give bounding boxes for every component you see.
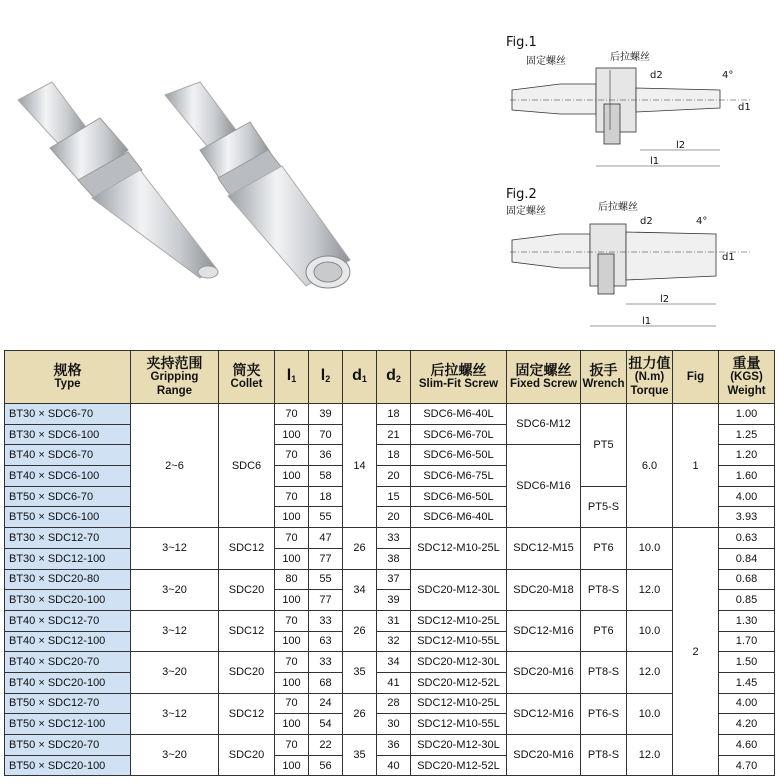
cell-type: BT50 × SDC20-70	[5, 735, 131, 756]
cell-d2: 20	[377, 507, 411, 528]
cell-d2: 28	[377, 693, 411, 714]
cell-torque: 6.0	[627, 404, 673, 528]
cell-l2: 36	[309, 445, 343, 466]
cell-collet: SDC20	[219, 652, 275, 693]
cell-d2: 15	[377, 486, 411, 507]
table-row	[5, 404, 775, 425]
cell-type: BT50 × SDC6-100	[5, 507, 131, 528]
cell-screw: SDC6-M6-50L	[411, 486, 507, 507]
cell-wrench: PT6	[581, 610, 627, 651]
cell-wrench: PT8-S	[581, 569, 627, 610]
cell-l2: 33	[309, 610, 343, 631]
cell-d2: 39	[377, 590, 411, 611]
cell-l2: 24	[309, 693, 343, 714]
cell-wrench: PT6-S	[581, 693, 627, 734]
fig1-l1: l1	[650, 156, 660, 167]
header-wrench: 扳手 Wrench	[581, 351, 627, 404]
cell-l1: 100	[275, 672, 309, 693]
cell-d2: 30	[377, 714, 411, 735]
fig2-l1: l1	[642, 316, 652, 327]
cell-fixed-screw: SDC12-M15	[507, 528, 581, 569]
cell-collet: SDC12	[219, 528, 275, 569]
cell-d2: 33	[377, 528, 411, 549]
cell-fixed-screw: SDC12-M16	[507, 693, 581, 734]
cell-torque: 12.0	[627, 735, 673, 776]
cell-wrench: PT6	[581, 528, 627, 569]
cell-type: BT40 × SDC6-70	[5, 445, 131, 466]
cell-weight: 1.70	[719, 631, 775, 652]
cell-torque: 10.0	[627, 610, 673, 651]
fig1-d1: d1	[738, 102, 751, 113]
cell-fixed-screw: SDC20-M16	[507, 735, 581, 776]
technical-drawings	[500, 28, 770, 338]
cell-d1: 26	[343, 610, 377, 651]
cell-screw: SDC12-M10-25L	[411, 693, 507, 714]
table-row	[5, 610, 775, 631]
cell-d2: 31	[377, 610, 411, 631]
cell-l1: 100	[275, 466, 309, 487]
cell-type: BT30 × SDC12-100	[5, 548, 131, 569]
cell-l1: 100	[275, 424, 309, 445]
cell-screw: SDC20-M12-52L	[411, 755, 507, 776]
cell-type: BT50 × SDC6-70	[5, 486, 131, 507]
cell-wrench: PT8-S	[581, 735, 627, 776]
fig1-label-fixed-screw: 固定螺丝	[526, 56, 566, 67]
header-type: 规格 Type	[5, 351, 131, 404]
cell-weight: 4.20	[719, 714, 775, 735]
product-photo	[0, 60, 380, 310]
cell-fixed-screw: SDC6-M16	[507, 445, 581, 528]
cell-weight: 1.60	[719, 466, 775, 487]
cell-l1: 70	[275, 693, 309, 714]
cell-type: BT40 × SDC12-70	[5, 610, 131, 631]
cell-range: 2~6	[131, 404, 219, 528]
cell-type: BT50 × SDC12-100	[5, 714, 131, 735]
cell-l1: 80	[275, 569, 309, 590]
cell-range: 3~20	[131, 569, 219, 610]
fig2-d2: d2	[640, 216, 653, 227]
cell-weight: 1.25	[719, 424, 775, 445]
cell-type: BT40 × SDC6-100	[5, 466, 131, 487]
header-collet: 筒夹 Collet	[219, 351, 275, 404]
cell-weight: 0.85	[719, 590, 775, 611]
cell-weight: 4.00	[719, 693, 775, 714]
cell-l2: 55	[309, 507, 343, 528]
cell-screw: SDC12-M10-25L	[411, 610, 507, 631]
cell-screw: SDC20-M12-52L	[411, 672, 507, 693]
cell-type: BT30 × SDC6-70	[5, 404, 131, 425]
cell-d1: 35	[343, 735, 377, 776]
cell-torque: 10.0	[627, 693, 673, 734]
cell-torque: 12.0	[627, 652, 673, 693]
table-header-row	[5, 351, 775, 404]
cell-wrench: PT5-S	[581, 486, 627, 527]
cell-weight: 1.50	[719, 652, 775, 673]
fig2-angle: 4°	[696, 216, 708, 227]
cell-screw: SDC6-M6-50L	[411, 445, 507, 466]
fig2-title: Fig.2	[506, 187, 537, 202]
fig1-l2: l2	[676, 140, 686, 151]
cell-fixed-screw: SDC20-M18	[507, 569, 581, 610]
fig2-d1: d1	[722, 252, 735, 263]
fig1-angle: 4°	[722, 70, 734, 81]
cell-l1: 100	[275, 631, 309, 652]
cell-l2: 22	[309, 735, 343, 756]
cell-d2: 41	[377, 672, 411, 693]
cell-l2: 70	[309, 424, 343, 445]
cell-collet: SDC12	[219, 610, 275, 651]
cell-l2: 77	[309, 548, 343, 569]
cell-l1: 100	[275, 548, 309, 569]
cell-l1: 70	[275, 528, 309, 549]
header-range: 夹持范围 Gripping Range	[131, 351, 219, 404]
cell-d2: 18	[377, 445, 411, 466]
cell-l2: 58	[309, 466, 343, 487]
cell-l2: 55	[309, 569, 343, 590]
cell-l1: 100	[275, 755, 309, 776]
cell-range: 3~20	[131, 652, 219, 693]
fig1-d2: d2	[650, 70, 663, 81]
cell-screw: SDC12-M10-25L	[411, 528, 507, 569]
cell-type: BT30 × SDC20-80	[5, 569, 131, 590]
cell-l2: 77	[309, 590, 343, 611]
cell-l2: 39	[309, 404, 343, 425]
fig2-label-rear-screw: 后拉螺丝	[598, 202, 638, 213]
cell-l1: 70	[275, 486, 309, 507]
cell-weight: 3.93	[719, 507, 775, 528]
fig1-label-rear-screw: 后拉螺丝	[610, 52, 650, 63]
cell-weight: 0.63	[719, 528, 775, 549]
cell-d2: 36	[377, 735, 411, 756]
cell-fig: 1	[673, 404, 719, 528]
cell-screw: SDC6-M6-40L	[411, 507, 507, 528]
cell-weight: 0.68	[719, 569, 775, 590]
cell-l1: 70	[275, 610, 309, 631]
cell-range: 3~12	[131, 693, 219, 734]
table-row	[5, 569, 775, 590]
cell-type: BT40 × SDC20-70	[5, 652, 131, 673]
cell-collet: SDC6	[219, 404, 275, 528]
cell-d2: 38	[377, 548, 411, 569]
cell-d1: 26	[343, 528, 377, 569]
cell-l2: 18	[309, 486, 343, 507]
table-row	[5, 652, 775, 673]
cell-d1: 26	[343, 693, 377, 734]
cell-weight: 1.45	[719, 672, 775, 693]
table-row	[5, 528, 775, 549]
cell-d2: 20	[377, 466, 411, 487]
cell-screw: SDC12-M10-55L	[411, 631, 507, 652]
cell-l1: 70	[275, 652, 309, 673]
cell-screw: SDC6-M6-75L	[411, 466, 507, 487]
cell-l2: 63	[309, 631, 343, 652]
cell-type: BT30 × SDC6-100	[5, 424, 131, 445]
cell-type: BT30 × SDC12-70	[5, 528, 131, 549]
cell-d2: 37	[377, 569, 411, 590]
cell-d1: 14	[343, 404, 377, 528]
cell-weight: 4.00	[719, 486, 775, 507]
cell-d2: 34	[377, 652, 411, 673]
cell-l1: 100	[275, 590, 309, 611]
cell-l1: 70	[275, 404, 309, 425]
cell-fixed-screw: SDC12-M16	[507, 610, 581, 651]
cell-weight: 0.84	[719, 548, 775, 569]
figure-1	[506, 35, 751, 167]
header-l1: $l_1$	[275, 351, 309, 404]
cell-range: 3~20	[131, 735, 219, 776]
cell-fixed-screw: SDC20-M16	[507, 652, 581, 693]
cell-screw: SDC20-M12-30L	[411, 735, 507, 756]
cell-type: BT40 × SDC12-100	[5, 631, 131, 652]
cell-type: BT40 × SDC20-100	[5, 672, 131, 693]
cell-l1: 100	[275, 714, 309, 735]
cell-type: BT50 × SDC20-100	[5, 755, 131, 776]
cell-screw: SDC20-M12-30L	[411, 569, 507, 610]
cell-screw: SDC6-M6-40L	[411, 404, 507, 425]
cell-l2: 54	[309, 714, 343, 735]
table-row	[5, 693, 775, 714]
cell-screw: SDC6-M6-70L	[411, 424, 507, 445]
cell-wrench: PT5	[581, 404, 627, 487]
cell-range: 3~12	[131, 610, 219, 651]
cell-l1: 70	[275, 735, 309, 756]
cell-collet: SDC20	[219, 735, 275, 776]
cell-d2: 21	[377, 424, 411, 445]
cell-d1: 35	[343, 652, 377, 693]
header-fixed-screw: 固定螺丝 Fixed Screw	[507, 351, 581, 404]
cell-l2: 56	[309, 755, 343, 776]
cell-collet: SDC12	[219, 693, 275, 734]
cell-torque: 10.0	[627, 528, 673, 569]
cell-l1: 70	[275, 445, 309, 466]
cell-fig: 2	[673, 528, 719, 776]
cell-l2: 47	[309, 528, 343, 549]
fig2-l2: l2	[660, 294, 670, 305]
cell-d2: 40	[377, 755, 411, 776]
cell-range: 3~12	[131, 528, 219, 569]
cell-screw: SDC20-M12-30L	[411, 652, 507, 673]
header-screw: 后拉螺丝 Slim-Fit Screw	[411, 351, 507, 404]
cell-weight: 1.00	[719, 404, 775, 425]
header-torque: 扭力值 (N.m) Torque	[627, 351, 673, 404]
cell-d2: 32	[377, 631, 411, 652]
table-row	[5, 735, 775, 756]
cell-d1: 34	[343, 569, 377, 610]
cell-collet: SDC20	[219, 569, 275, 610]
cell-weight: 1.20	[719, 445, 775, 466]
cell-l2: 33	[309, 652, 343, 673]
cell-type: BT30 × SDC20-100	[5, 590, 131, 611]
cell-weight: 4.70	[719, 755, 775, 776]
spec-table	[4, 350, 775, 776]
cell-l2: 68	[309, 672, 343, 693]
cell-weight: 4.60	[719, 735, 775, 756]
header-d2: $d_2$	[377, 351, 411, 404]
cell-screw: SDC12-M10-55L	[411, 714, 507, 735]
header-l2: $l_2$	[309, 351, 343, 404]
cell-l1: 100	[275, 507, 309, 528]
cell-weight: 1.30	[719, 610, 775, 631]
cell-type: BT50 × SDC12-70	[5, 693, 131, 714]
fig2-label-fixed-screw: 固定螺丝	[506, 206, 546, 217]
cell-torque: 12.0	[627, 569, 673, 610]
cell-fixed-screw: SDC6-M12	[507, 404, 581, 445]
header-d1: $d_1$	[343, 351, 377, 404]
header-weight: 重量 (KGS) Weight	[719, 351, 775, 404]
cell-wrench: PT8-S	[581, 652, 627, 693]
figure-2	[506, 187, 750, 327]
fig1-title: Fig.1	[506, 35, 537, 50]
header-fig: Fig	[673, 351, 719, 404]
cell-d2: 18	[377, 404, 411, 425]
